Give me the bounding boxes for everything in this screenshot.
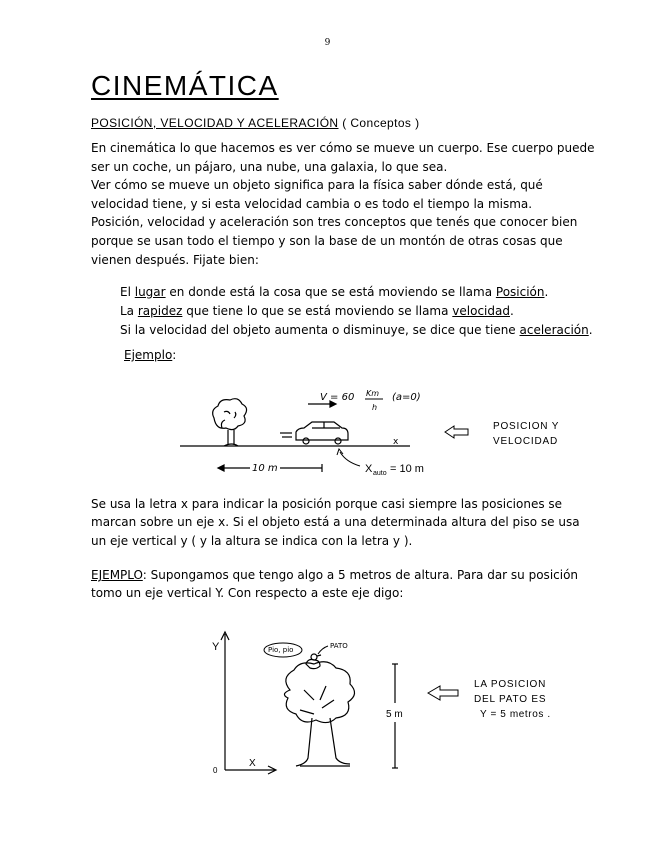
duck-label: PATO <box>330 642 348 650</box>
tree-icon <box>284 662 354 766</box>
definition-velocity: La rapidez que tiene lo que se está moviendo se llama velocidad. <box>120 303 514 318</box>
callout-duck-line3: Y = 5 metros . <box>480 709 551 720</box>
callout-duck-line2: DEL PATO ES <box>474 694 547 705</box>
x-axis-label: x <box>393 437 399 447</box>
x-auto-value: = 10 m <box>390 463 424 475</box>
callout-position-line2: VELOCIDAD <box>493 436 558 447</box>
example-label: Ejemplo: <box>124 348 177 362</box>
definition-acceleration: Si la velocidad del objeto aumenta o disminuye, se dice que tiene aceleración. <box>120 322 593 337</box>
callout-duck-line1: LA POSICION <box>474 679 547 690</box>
duck-pointer <box>318 646 328 654</box>
subtitle-rest: ( Conceptos ) <box>338 116 420 130</box>
example2-label: EJEMPLO <box>91 568 143 582</box>
subtitle-underlined: POSICIÓN, VELOCIDAD Y ACELERACIÓN <box>91 116 339 130</box>
velocity-unit-num: Km <box>366 389 380 398</box>
page-title: CINEMÁTICA <box>91 70 279 101</box>
y-axis-label: Y <box>212 641 220 653</box>
example2-body: : Supongamos que tengo algo a 5 metros de altura. Para dar su posición tomo un eje vertical Y. Con respecto a este eje digo: <box>91 568 579 601</box>
distance-label: 10 m <box>252 463 278 474</box>
paragraph-axes: Se usa la letra x para indicar la posición porque casi siempre las posiciones se marcan sobre un eje x. Si el objeto está a una determinada altura del piso se usa un eje vertical y ( y la altura se indica con la letra y ). <box>91 497 580 548</box>
y-axis <box>221 632 229 770</box>
velocity-accel: (a=0) <box>392 392 421 403</box>
intro-paragraph: Ver cómo se mueve un objeto significa para la física saber dónde está, qué velocidad tiene, y si esta velocidad cambia o es todo el tiempo la misma. <box>91 178 543 211</box>
origin-label: 0 <box>213 766 218 775</box>
duck-icon <box>306 654 321 669</box>
speech-text: Pio, pio <box>268 646 294 654</box>
height-label: 5 m <box>386 709 403 720</box>
page-number: 9 <box>324 38 331 48</box>
x-auto-prefix: X <box>365 463 373 475</box>
callout-position-line1: POSICION Y <box>493 421 560 432</box>
intro-paragraph: En cinemática lo que hacemos es ver cómo se mueve un cuerpo. Ese cuerpo puede ser un coche, un pájaro, una nube, una galaxia, lo que sea. <box>91 141 595 174</box>
velocity-unit-den: h <box>372 403 378 412</box>
hollow-arrow-left-icon <box>428 686 458 700</box>
x-axis-label: X <box>249 758 256 769</box>
intro-paragraph: Posición, velocidad y aceleración son tres conceptos que tenés que conocer bien porque se usan todo el tiempo y son la base de un montón de otras cosas que vienen después. Fijate bien: <box>91 215 578 267</box>
velocity-v: V = 60 <box>320 392 355 403</box>
definition-position: El lugar en donde está la cosa que se está moviendo se llama Posición. <box>120 285 549 299</box>
x-auto-sub: auto <box>373 470 387 477</box>
